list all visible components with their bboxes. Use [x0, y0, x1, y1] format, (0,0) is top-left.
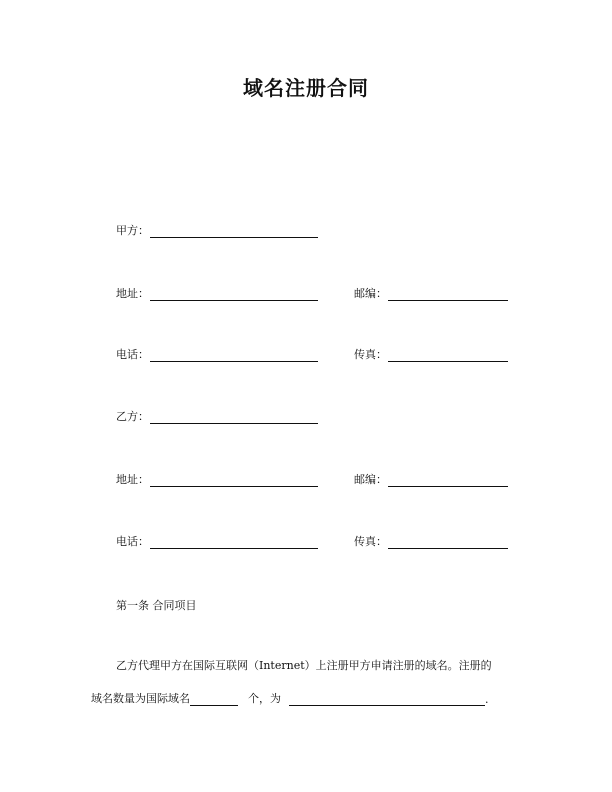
article-1-line-2-text-a: 域名数量为国际域名 — [91, 692, 190, 705]
party-b-phone-blank[interactable] — [150, 536, 318, 549]
party-b-name-blank[interactable] — [150, 411, 318, 424]
article-1-line-1-text: 乙方代理甲方在国际互联网（Internet）上注册甲方申请注册的域名。注册的 — [116, 659, 492, 672]
party-a-phone-label: 电话： — [116, 348, 149, 361]
article-1-line-2-text-b: 个，为 — [248, 692, 281, 705]
party-b-fax-field — [354, 535, 508, 549]
party-a-postcode-blank[interactable] — [388, 288, 508, 301]
party-b-address-field — [116, 473, 318, 487]
party-a-postcode-label: 邮编： — [354, 287, 387, 300]
party-a-fax-field — [354, 348, 508, 362]
party-a-fax-blank[interactable] — [388, 349, 508, 362]
party-b-postcode-blank[interactable] — [388, 474, 508, 487]
party-a-postcode-field — [354, 287, 508, 301]
party-a-address-blank[interactable] — [150, 288, 318, 301]
party-a-fax-label: 传真： — [354, 348, 387, 361]
party-b-fax-label: 传真： — [354, 535, 387, 548]
party-b-fax-blank[interactable] — [388, 536, 508, 549]
party-b-phone-label: 电话： — [116, 535, 149, 548]
party-b-phone-field — [116, 535, 318, 549]
domain-count-blank[interactable] — [190, 693, 238, 706]
article-1-line-2-end: . — [485, 693, 489, 706]
party-a-phone-field — [116, 348, 318, 362]
party-b-postcode-field — [354, 473, 508, 487]
article-1-line-1 — [116, 657, 492, 673]
party-b-address-label: 地址： — [116, 473, 149, 486]
domain-names-blank[interactable] — [289, 693, 485, 706]
party-a-name-field — [116, 224, 318, 238]
article-1-heading: 第一条 合同项目 — [116, 599, 197, 612]
party-a-address-field — [116, 287, 318, 301]
party-a-name-blank[interactable] — [150, 225, 318, 238]
party-b-name-label: 乙方： — [116, 410, 149, 423]
party-b-address-blank[interactable] — [150, 474, 318, 487]
party-a-name-label: 甲方： — [116, 224, 149, 237]
party-a-phone-blank[interactable] — [150, 349, 318, 362]
article-1-line-2 — [91, 690, 489, 706]
party-a-address-label: 地址： — [116, 287, 149, 300]
page-title: 域名注册合同 — [243, 76, 369, 100]
party-b-name-field — [116, 410, 318, 424]
party-b-postcode-label: 邮编： — [354, 473, 387, 486]
